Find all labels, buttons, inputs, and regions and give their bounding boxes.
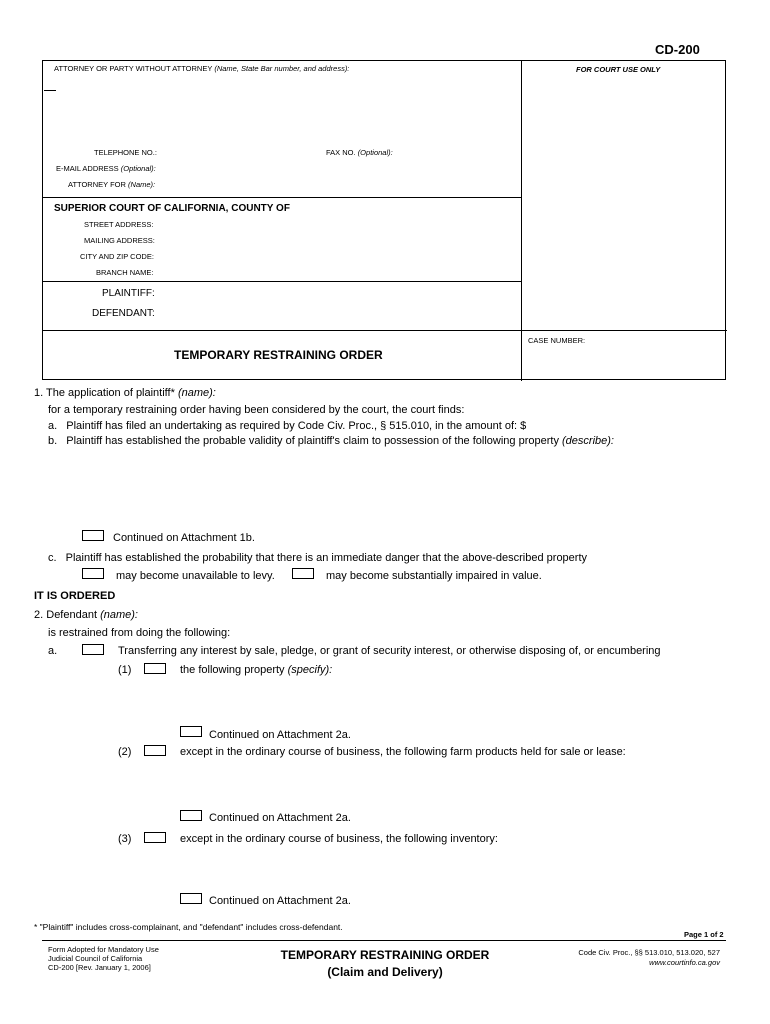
unavailable-levy-label: may become unavailable to levy.	[116, 570, 275, 582]
item2a1-text: the following property (specify):	[180, 664, 333, 676]
item2-heading: 2. Defendant (name):	[34, 609, 138, 621]
form-number: CD-200	[655, 42, 700, 57]
attachment-1b-checkbox[interactable]	[82, 530, 104, 541]
item1-heading: 1. The application of plaintiff* (name):	[34, 387, 216, 399]
item2a1-label: (1)	[118, 664, 132, 676]
item2a3-label: (3)	[118, 833, 132, 845]
item1c: c. Plaintiff has established the probability that there is an immediate danger that the above-described property	[48, 552, 588, 564]
attachment-2a-label-1: Continued on Attachment 2a.	[209, 729, 351, 741]
email-label: E-MAIL ADDRESS (Optional):	[56, 164, 156, 173]
impaired-value-checkbox[interactable]	[292, 568, 314, 579]
attorney-field-marker	[44, 90, 56, 91]
title-divider	[43, 330, 727, 331]
item2a3-checkbox[interactable]	[144, 832, 166, 843]
court-use-label: FOR COURT USE ONLY	[576, 65, 661, 74]
page-number: Page 1 of 2	[684, 930, 724, 939]
city-zip-label: CITY AND ZIP CODE:	[80, 252, 154, 261]
adoption-info: Form Adopted for Mandatory Use Judicial Council of California CD-200 [Rev. January 1, 2006]	[48, 945, 159, 972]
footer-rule	[42, 940, 726, 941]
parties-divider	[43, 281, 521, 282]
item2a1-checkbox[interactable]	[144, 663, 166, 674]
footer-title: TEMPORARY RESTRAINING ORDER (Claim and Delivery)	[280, 948, 490, 979]
attorney-for-label: ATTORNEY FOR (Name):	[68, 180, 156, 189]
attachment-2a-checkbox-1[interactable]	[180, 726, 202, 737]
impaired-value-label: may become substantially impaired in value.	[326, 570, 542, 582]
item1-line2: for a temporary restraining order having been considered by the court, the court finds:	[48, 404, 465, 416]
attachment-2a-checkbox-3[interactable]	[180, 893, 202, 904]
item1b: b. Plaintiff has established the probable validity of plaintiff's claim to possession of the following property (describe):	[48, 435, 614, 447]
case-number-label: CASE NUMBER:	[528, 336, 586, 345]
defendant-label: DEFENDANT:	[92, 308, 155, 319]
document-title: TEMPORARY RESTRAINING ORDER	[174, 348, 383, 362]
telephone-label: TELEPHONE NO.:	[94, 148, 157, 157]
attachment-2a-label-3: Continued on Attachment 2a.	[209, 895, 351, 907]
court-divider	[43, 197, 521, 198]
court-title: SUPERIOR COURT OF CALIFORNIA, COUNTY OF	[54, 203, 290, 214]
attachment-2a-checkbox-2[interactable]	[180, 810, 202, 821]
attachment-2a-label-2: Continued on Attachment 2a.	[209, 812, 351, 824]
item2a2-checkbox[interactable]	[144, 745, 166, 756]
item2a-text: Transferring any interest by sale, pledge, or grant of security interest, or otherwise disposing of, or encumbering	[118, 645, 661, 657]
item2a3-text: except in the ordinary course of business, the following inventory:	[180, 833, 498, 845]
mailing-address-label: MAILING ADDRESS:	[84, 236, 155, 245]
item2a2-label: (2)	[118, 746, 132, 758]
it-is-ordered-heading: IT IS ORDERED	[34, 590, 116, 602]
footnote: * "Plaintiff" includes cross-complainant, and "defendant" includes cross-defendant.	[34, 922, 343, 932]
item2a-label: a.	[48, 645, 58, 657]
caption-divider	[521, 61, 522, 381]
fax-label: FAX NO. (Optional):	[326, 148, 393, 157]
attorney-label: ATTORNEY OR PARTY WITHOUT ATTORNEY (Name, State Bar number, and address):	[54, 64, 350, 73]
item2a2-text: except in the ordinary course of business, the following farm products held for sale or lease:	[180, 746, 626, 758]
item2-line2: is restrained from doing the following:	[48, 627, 231, 639]
unavailable-levy-checkbox[interactable]	[82, 568, 104, 579]
plaintiff-label: PLAINTIFF:	[102, 288, 155, 299]
attachment-1b-label: Continued on Attachment 1b.	[113, 532, 255, 544]
item2a-checkbox[interactable]	[82, 644, 104, 655]
code-citation: Code Civ. Proc., §§ 513.010, 513.020, 527 www.courtinfo.ca.gov	[578, 948, 720, 967]
branch-name-label: BRANCH NAME:	[96, 268, 154, 277]
item1a: a. Plaintiff has filed an undertaking as required by Code Civ. Proc., § 515.010, in the amount of: $	[48, 420, 527, 432]
street-address-label: STREET ADDRESS:	[84, 220, 154, 229]
